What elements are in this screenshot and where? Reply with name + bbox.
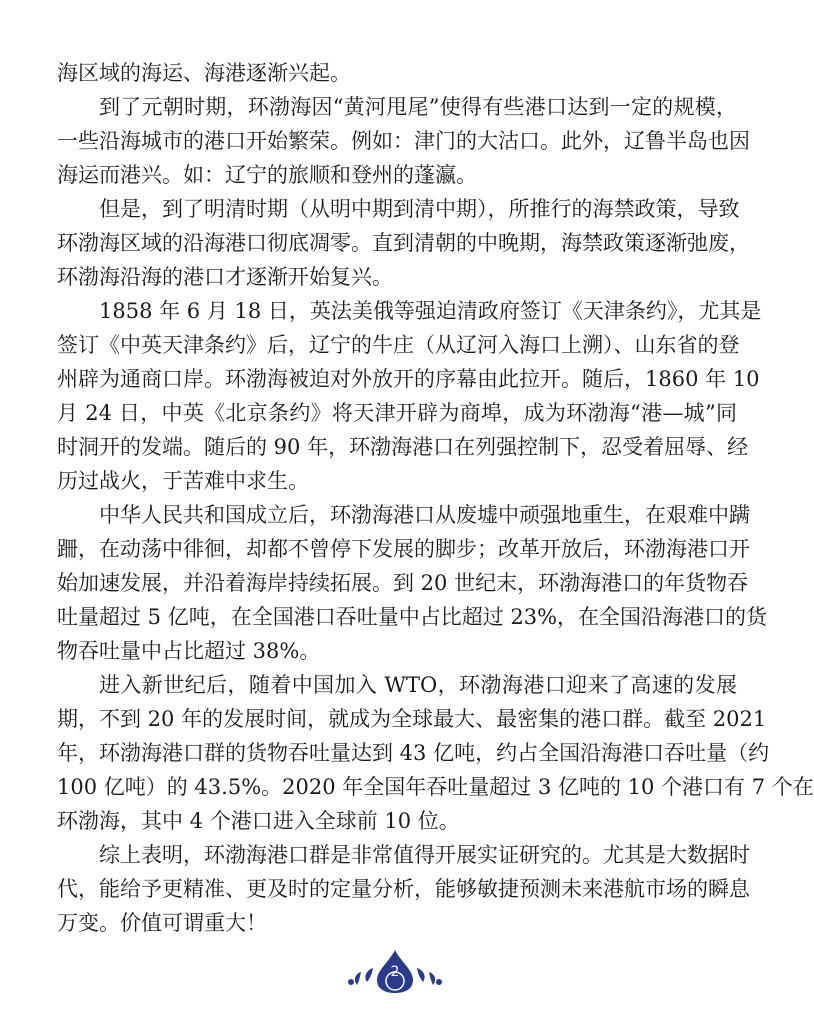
text-line: 到了元朝时期，环渤海因“黄河甩尾”使得有些港口达到一定的规模，	[99, 95, 737, 119]
text-line: 历过战火，于苦难中求生。	[57, 469, 309, 493]
text-line: 万变。价值可谓重大！	[57, 911, 267, 935]
text-line: 但是，到了明清时期（从明中期到清中期），所推行的海禁政策，导致	[99, 197, 740, 221]
text-line: 月 24 日，中英《北京条约》将天津开辟为商埠，成为环渤海“港—城”同	[57, 401, 737, 425]
text-line: 一些沿海城市的港口开始繁荣。例如：津门的大沽口。此外，辽鲁半岛也因	[57, 129, 750, 153]
page-number: 2	[390, 964, 400, 980]
text-line: 1858 年 6 月 18 日，英法美俄等强迫清政府签订《天津条约》，尤其是	[99, 299, 762, 323]
text-line: 物吞吐量中占比超过 38%。	[57, 639, 321, 663]
text-line: 环渤海沿海的港口才逐渐开始复兴。	[57, 265, 393, 289]
text-line: 年，环渤海港口群的货物吞吐量达到 43 亿吨，约占全国沿海港口吞吐量（约	[57, 741, 770, 765]
text-line: 综上表明，环渤海港口群是非常值得开展实证研究的。尤其是大数据时	[99, 843, 750, 867]
text-line: 州辟为通商口岸。环渤海被迫对外放开的序幕由此拉开。随后，1860 年 10	[57, 367, 760, 391]
text-line: 期，不到 20 年的发展时间，就成为全球最大、最密集的港口群。截至 2021	[57, 707, 767, 731]
text-line: 环渤海，其中 4 个港口进入全球前 10 位。	[57, 809, 460, 833]
text-line: 中华人民共和国成立后，环渤海港口从废墟中顽强地重生，在艰难中蹒	[99, 503, 750, 527]
text-line: 海运而港兴。如：辽宁的旅顺和登州的蓬瀛。	[57, 163, 477, 187]
text-line: 始加速发展，并沿着海岸持续拓展。到 20 世纪末，环渤海港口的年货物吞	[57, 571, 749, 595]
text-line: 环渤海区域的沿海港口彻底凋零。直到清朝的中晚期，海禁政策逐渐弛废，	[57, 231, 750, 255]
text-line: 跚，在动荡中徘徊，却都不曾停下发展的脚步；改革开放后，环渤海港口开	[57, 537, 750, 561]
text-line: 海区域的海运、海港逐渐兴起。	[57, 61, 351, 85]
text-line: 时洞开的发端。随后的 90 年，环渤海港口在列强控制下，忍受着屈辱、经	[57, 435, 749, 459]
text-line: 签订《中英天津条约》后，辽宁的牛庄（从辽河入海口上溯）、山东省的登	[57, 333, 740, 357]
text-line: 吐量超过 5 亿吨，在全国港口吞吐量中占比超过 23%，在全国沿海港口的货	[57, 605, 768, 629]
text-line: 100 亿吨）的 43.5%。2020 年全国年吞吐量超过 3 亿吨的 10 个港口有 7 个在	[57, 775, 814, 799]
text-line: 代，能给予更精准、更及时的定量分析，能够敏捷预测未来港航市场的瞬息	[57, 877, 750, 901]
text-line: 进入新世纪后，随着中国加入 WTO，环渤海港口迎来了高速的发展	[99, 673, 737, 697]
